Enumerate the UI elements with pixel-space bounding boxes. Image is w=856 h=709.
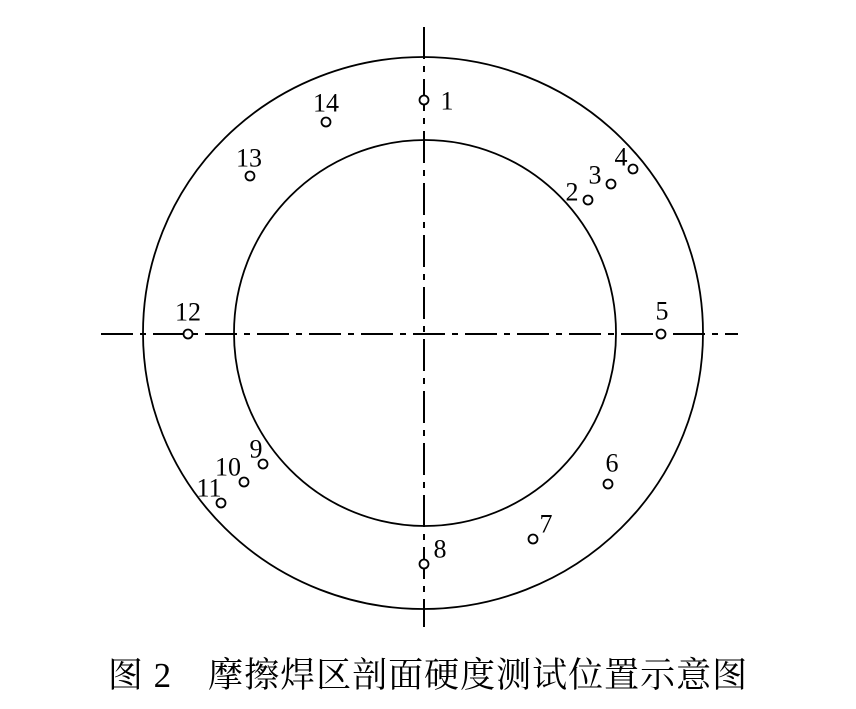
test-point-8-marker <box>420 560 429 569</box>
test-point-13-marker <box>246 172 255 181</box>
test-point-5-label: 5 <box>655 296 669 326</box>
test-point-12-label: 12 <box>175 297 201 327</box>
test-point-4-marker <box>629 165 638 174</box>
test-point-14-marker <box>322 118 331 127</box>
test-point-4-label: 4 <box>614 142 628 172</box>
test-point-7-marker <box>529 535 538 544</box>
test-point-2-marker <box>584 196 593 205</box>
test-point-3-label: 3 <box>588 160 602 190</box>
test-point-7-label: 7 <box>539 509 553 539</box>
test-point-13-label: 13 <box>236 143 262 173</box>
test-point-10-label: 10 <box>215 452 241 482</box>
test-point-5-marker <box>657 330 666 339</box>
test-point-1-label: 1 <box>440 86 454 116</box>
test-point-14-label: 14 <box>313 88 339 118</box>
test-point-1-marker <box>420 96 429 105</box>
test-point-9-label: 9 <box>249 434 263 464</box>
test-point-2-label: 2 <box>565 177 579 207</box>
test-point-6-marker <box>604 480 613 489</box>
test-point-11-label: 11 <box>196 473 222 503</box>
test-point-8-label: 8 <box>433 534 447 564</box>
figure-caption: 图 2 摩擦焊区剖面硬度测试位置示意图 <box>107 656 749 695</box>
test-point-3-marker <box>607 180 616 189</box>
test-point-12-marker <box>184 330 193 339</box>
test-point-6-label: 6 <box>605 448 619 478</box>
